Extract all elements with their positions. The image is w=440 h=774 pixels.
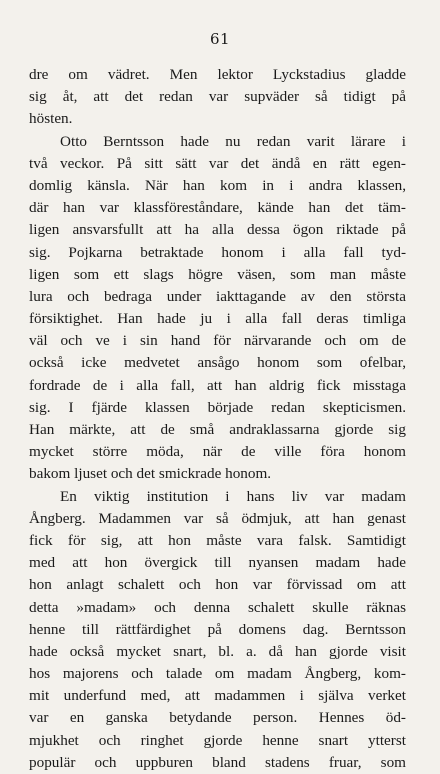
text-line: lura och bedraga under iakttagande av den största bbox=[29, 287, 406, 305]
text-line: hade också mycket snart, bl. a. då han gjorde visit bbox=[29, 642, 406, 660]
text-line: Ångberg. Madammen var så ödmjuk, att han genast bbox=[29, 509, 406, 527]
text-line: domlig känsla. När han kom in i andra klassen, bbox=[29, 176, 406, 194]
text-line: henne till rättfärdighet på domens dag. Berntsson bbox=[29, 620, 406, 638]
text-line: Han märkte, att de små andraklassarna gjorde sig bbox=[29, 421, 406, 438]
text-line: mit underfund med, att madammen i själva verket bbox=[29, 687, 406, 705]
text-line: ligen ansvarsfullt att ha alla dessa ögon riktade på bbox=[29, 221, 406, 239]
text-line: detta »madam» och denna schalett skulle räknas bbox=[29, 598, 406, 616]
text-line: hos majorens och talade om madam Ångberg, kom- bbox=[29, 665, 406, 683]
text-line: sig. I fjärde klassen började redan skepticismen. bbox=[29, 398, 406, 416]
text-line: bakom ljuset och det smickrade honom. bbox=[29, 465, 272, 483]
text-line: Otto Berntsson hade nu redan varit lärare i bbox=[60, 132, 406, 150]
text-line: väl och ve i sin hand för närvarande och om de bbox=[29, 332, 406, 350]
text-line: sig. Pojkarna betraktade honom i alla fall tyd- bbox=[29, 243, 406, 261]
text-line: mjukhet och ringhet gjorde henne snart ytterst bbox=[29, 731, 406, 749]
page-number: 61 bbox=[209, 30, 231, 48]
text-line: hösten. bbox=[29, 110, 73, 128]
text-line: sig åt, att det redan var supväder så tidigt på bbox=[29, 88, 406, 106]
text-line: fick för sig, att hon måste vara falsk. Samtidigt bbox=[29, 531, 406, 549]
text-line: också icke medvetet ansågo honom som ofelbar, bbox=[29, 354, 406, 372]
body-text bbox=[29, 64, 406, 774]
text-line: fordrade de i alla fall, att han aldrig fick misstaga bbox=[29, 376, 406, 394]
text-line: ligen som ett slags högre väsen, som man måste bbox=[29, 265, 406, 283]
text-line: där han var klassföreståndare, kände han det täm- bbox=[29, 199, 406, 217]
text-line: med att hon övergick till nyansen madam hade bbox=[29, 554, 406, 572]
text-line: populär och uppburen bland stadens fruar, som bbox=[29, 753, 406, 771]
text-line: hon anlagt schalett och hon var förvissad om att bbox=[29, 576, 406, 594]
text-line: mycket större möda, när de ville föra honom bbox=[29, 443, 406, 461]
text-line: två veckor. På sitt sätt var det ändå en rätt egen- bbox=[29, 154, 406, 172]
text-line: dre om vädret. Men lektor Lyckstadius gladde bbox=[29, 66, 406, 83]
text-line: var en ganska betydande person. Hennes öd- bbox=[29, 709, 406, 727]
text-line: försiktighet. Han hade ju i alla fall deras timliga bbox=[29, 310, 406, 328]
text-line: En viktig institution i hans liv var madam bbox=[60, 487, 406, 505]
